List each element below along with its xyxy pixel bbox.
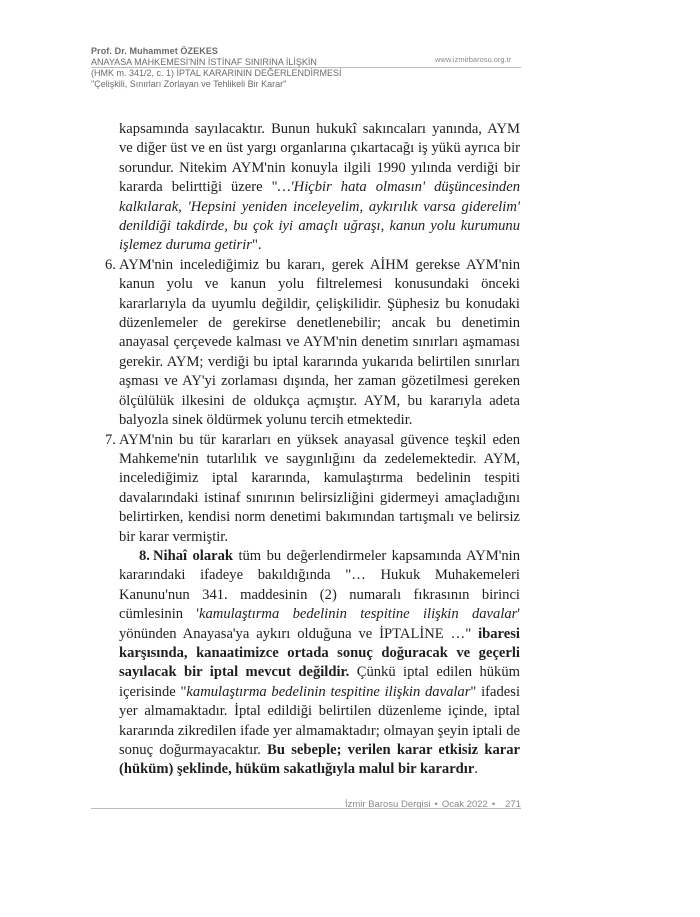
article-body [105,120,521,780]
quote-italic: …'Hiçbir hata olmasın' düşüncesinden kalkılarak, 'Hepsini yeniden inceleyelim, aykırılık varsa giderelim' denildiği takdirde, bu çok iyi amaçlı uğraşı, kanun yolu kurumunu işlemez duruma getirir [119,179,521,254]
paragraph-number: 8. [139,547,150,564]
quote-italic: kamulaştırma bedelinin tespitine ilişkin davalar [186,683,471,700]
footer-date: Ocak 2022 [441,799,488,810]
footer-journal: İzmir Barosu Dergisi [345,799,431,810]
paragraph-text: AYM'nin bu tür kararları en yüksek anayasal güvence teşkil eden Mahkeme'nin tutarlılık ve saygınlığını da zedelemektedir. AYM, incelediğimiz iptal kararında, kamulaştırma bedelinin tespiti davalarındaki istinaf sınırının belirsizliğini gidermeyi amaçladığını belirtirken, kendisi norm denetimi bakımından tartışmalı ve belirsiz bir karar vermiştir. [119,431,520,545]
paragraph-number: 6. [105,256,116,273]
footer-page-number: 271 [505,799,521,810]
footer-separator: • [491,799,496,810]
continued-paragraph [119,120,520,256]
paragraph-text: Çünkü iptal edilen hüküm içerisinde " [119,664,520,700]
numbered-paragraph-8 [119,547,520,780]
paragraph-text: tüm bu değerlendirmeler kapsamında AYM'nin kararındaki ifadeye bakıldığında "… Hukuk Muhakemeleri Kanunu'nun 341. maddesinin (2) numaralı fıkrasının birinci cümlesinin ' [119,547,520,623]
paragraph-text: kapsamında sayılacaktır. Bunun hukukî sakıncaları yanında, AYM ve diğer üst ve en üst yargı organlarına çıkartacağı iş yükü ayrıca bir sorundur. Nitekim AYM'nin konuyla ilgili 1990 yılında verdiği bir kararda belirttiği üzere " [119,121,520,196]
header-website[interactable]: www.izmirbarosu.org.tr [435,55,512,64]
conclusion-bold: Bu sebeple; verilen karar etkisiz karar (hüküm) şeklinde, hüküm sakatlığıyla malul bir karardır [119,742,521,778]
paragraph-text-end: . [474,761,478,778]
paragraph-text: ' yönünden Anayasa'ya aykırı olduğuna ve İPTALİNE …" [119,606,520,642]
numbered-paragraph-6 [105,256,520,431]
footer-separator: • [434,799,438,810]
lead-bold: Nihaî olarak [153,547,234,564]
paragraph-text: " ifadesi yer almamaktadır. İptal edildiği belirtilen düzenleme içinde, iptal kararında zikredilen ifade yer almamaktadır; olmayan şeyin iptali de sonuç doğurmayacaktır. [119,683,521,758]
header-subtitle: "Çelişkili, Sınırları Zorlayan ve Tehlikeli Bir Karar" [91,79,287,89]
header-title-line-1: ANAYASA MAHKEMESİ'NİN İSTİNAF SINIRINA İLİŞKİN [91,57,317,67]
paragraph-text-end: ". [251,237,262,254]
paragraph-text: AYM'nin incelediğimiz bu kararı, gerek AİHM gerekse AYM'nin kanun yolu ve kanun yolu filtrelemesi konusundaki önceki kararlarıyla da uyumlu değildir, çelişkilidir. Şüphesiz bu konudaki düzenlemeler de gerekirse denetlenebilir; ancak bu denetimin anayasal çerçevede kalması ve AYM'nin denetim sınırları aşmaması gerekir. AYM; verdiği bu iptal kararında yukarıda belirtilen sınırları aşması ve AY'yi zorlaması dışında, her zaman gözetilmesi gereken ölçülülük ilkesini de oldukça açmıştır. AYM, bu kararıyla adeta balyozla sinek öldürmek yolunu tercih etmektedir. [119,256,520,429]
emphasis-bold: ibaresi karşısında, kanaatimizce ortada sonuç doğuracak ve geçerli sayılacak bir iptal mevcut değildir. [119,625,520,681]
header-divider [91,67,521,68]
quote-italic: kamulaştırma bedelinin tespitine ilişkin davalar [199,606,518,623]
paragraph-number: 7. [105,431,116,448]
header-title-line-2: (HMK m. 341/2, c. 1) İPTAL KARARININ DEĞERLENDİRMESİ [91,68,342,78]
header-author: Prof. Dr. Muhammet ÖZEKES [91,46,219,56]
numbered-paragraph-7 [105,431,520,547]
footer-divider [91,808,521,809]
